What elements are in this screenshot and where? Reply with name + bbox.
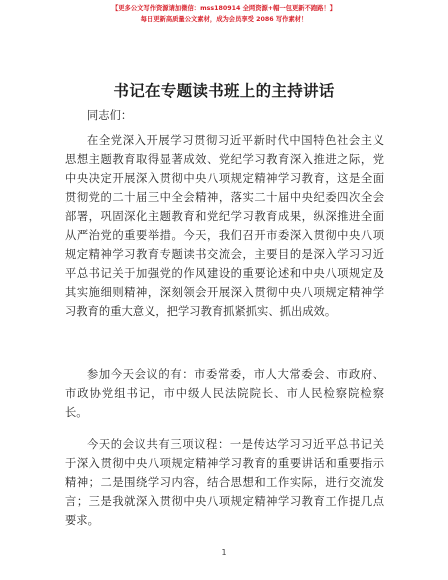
- document-title: 书记在专题读书班上的主持讲话: [113, 82, 335, 100]
- paragraph-line: 今天的会议共有三项议程：一是传达学习习近平总书记关: [87, 438, 384, 451]
- paragraph-line: 长。: [65, 406, 88, 419]
- paragraph-line: 其实施细则精神，深刻领会开展深入贯彻中央八项规定精神学: [65, 286, 384, 299]
- paragraph-line: 平总书记关于加强党的作风建设的重要论述和中央八项规定及: [65, 267, 384, 280]
- paragraph-line: 参加今天会议的有：市委常委，市人大常委会、市政府、: [87, 368, 384, 381]
- paragraph-line: 中央决定开展深入贯彻中央八项规定精神学习教育，这是全面: [65, 172, 384, 185]
- paragraph-line: 从严治党的重要举措。今天，我们召开市委深入贯彻中央八项: [65, 229, 384, 242]
- paragraph-agenda: [65, 435, 384, 530]
- paragraph-line: 精神；二是围绕学习内容，结合思想和工作实际，进行交流发: [65, 476, 384, 489]
- promo-banner-line-1: 【更多公文写作资源请加微信：mss180914 全网资源+帽一包更新不跑路！】: [111, 5, 337, 12]
- paragraph-line: 言；三是我就深入贯彻中央八项规定精神学习教育工作提几点: [65, 495, 384, 508]
- paragraph-line: 思想主题教育取得显著成效、党纪学习教育深入推进之际，党: [65, 153, 384, 166]
- paragraph-attendees: [65, 365, 384, 422]
- paragraph-line: 市政协党组书记，市中级人民法院院长、市人民检察院检察: [65, 387, 384, 400]
- page-number: 1: [221, 548, 227, 557]
- paragraph-line: 于深入贯彻中央八项规定精神学习教育的重要讲话和重要指示: [65, 457, 384, 470]
- paragraph-line: 贯彻党的二十届三中全会精神，落实二十届中央纪委四次全会: [65, 191, 384, 204]
- promo-banner-line-2: 每日更新高质量公文素材，成为会员享受 2086 写作素材！: [140, 16, 308, 23]
- paragraph-line: 要求。: [65, 514, 99, 527]
- paragraph-line: 习教育的重大意义，把学习教育抓紧抓实、抓出成效。: [65, 305, 337, 318]
- paragraph-line: 在全党深入开展学习贯彻习近平新时代中国特色社会主义: [87, 134, 384, 147]
- paragraph-line: 规定精神学习教育专题读书交流会，主要目的是深入学习习近: [65, 248, 384, 261]
- greeting: 同志们：: [87, 109, 133, 122]
- paragraph-line: 部署，巩固深化主题教育和党纪学习教育成果，纵深推进全面: [65, 210, 384, 223]
- paragraph-opening: [65, 131, 384, 321]
